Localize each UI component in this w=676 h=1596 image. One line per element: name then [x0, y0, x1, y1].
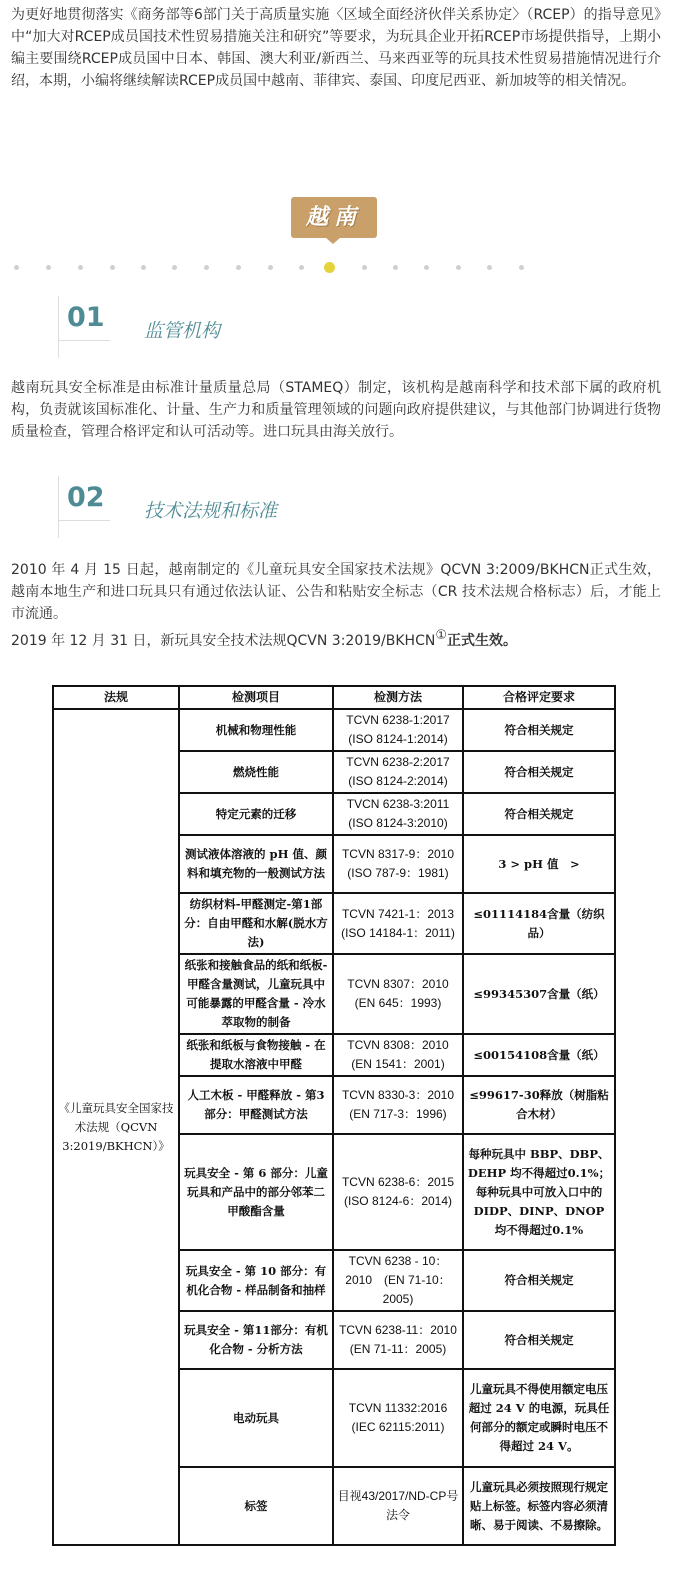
test-method-cell: TCVN 6238-2:2017 (ISO 8124-2:2014) [333, 751, 463, 793]
country-banner [291, 197, 377, 238]
table-row [53, 709, 615, 751]
regulations-text-1: 2010 年 4 月 15 日起，越南制定的《儿童玩具安全国家技术法规》QCVN 3:2009/BKHCN正式生效，越南本地生产和进口玩具只有通过依法认证、公告和粘贴安全标志（CR 技术法规合格标志）后，才能上市流通。 [11, 562, 661, 622]
test-item-cell: 机械和物理性能 [179, 709, 333, 751]
test-method-cell: TCVN 6238 - 10：2010 (EN 71-10：2005) [333, 1250, 463, 1311]
test-item-cell: 玩具安全 - 第11部分：有机化合物 - 分析方法 [179, 1311, 333, 1369]
banner-pointer [325, 237, 341, 244]
header-regulation: 法规 [53, 686, 179, 709]
carousel-dot [78, 265, 83, 270]
regulator-paragraph: 越南玩具安全标准是由标准计量质量总局（STAMEQ）制定，该机构是越南科学和技术部下属的政府机构，负责就该国标准化、计量、生产力和质量管理领域的问题向政府提供建议，与其他部门协调进行货物质量检查，管理合格评定和认可活动等。进口玩具由海关放行。 [11, 380, 661, 440]
regulations-text-3: 正式生效。 [447, 633, 517, 649]
carousel-dot-active [324, 262, 335, 273]
test-method-cell: TCVN 8307：2010 (EN 645：1993) [333, 954, 463, 1034]
test-method-cell: TCVN 6238-6：2015 (ISO 8124-6：2014) [333, 1134, 463, 1250]
requirement-cell: ≤01114184含量（纺织品） [463, 893, 615, 954]
carousel-dot [14, 265, 19, 270]
test-item-cell: 纸张和纸板与食物接触 - 在提取水溶液中甲醛 [179, 1034, 333, 1076]
footnote-marker: ① [435, 628, 447, 643]
requirement-cell: ≤00154108含量（纸） [463, 1034, 615, 1076]
requirement-cell: ≤99345307含量（纸） [463, 954, 615, 1034]
table-header-row [53, 686, 615, 709]
carousel-dot [172, 265, 177, 270]
requirement-cell: 儿童玩具不得使用额定电压超过 24 V 的电源，玩具任何部分的额定或瞬时电压不得超过 24 V。 [463, 1369, 615, 1467]
test-item-cell: 电动玩具 [179, 1369, 333, 1467]
test-item-cell: 纸张和接触食品的纸和纸板-甲醛含量测试，儿童玩具中可能暴露的甲醛含量 - 冷水萃取物的制备 [179, 954, 333, 1034]
carousel-dot [236, 265, 241, 270]
carousel-dot [456, 265, 461, 270]
test-item-cell: 燃烧性能 [179, 751, 333, 793]
country-banner-label: 越南 [305, 205, 362, 230]
requirement-cell: 符合相关规定 [463, 793, 615, 835]
test-method-cell: TVCN 6238-3:2011 (ISO 8124-3:2010) [333, 793, 463, 835]
test-item-cell: 标签 [179, 1467, 333, 1545]
header-test-item: 检测项目 [179, 686, 333, 709]
carousel-dot [362, 265, 367, 270]
test-method-cell: TCVN 8308：2010 (EN 1541：2001) [333, 1034, 463, 1076]
test-method-cell: TCVN 6238-1:2017 (ISO 8124-1:2014) [333, 709, 463, 751]
carousel-dot [424, 265, 429, 270]
test-method-cell: TCVN 11332:2016 (IEC 62115:2011) [333, 1369, 463, 1467]
section-number: 02 [67, 482, 105, 513]
section-divider-vertical [58, 296, 59, 358]
section-title: 技术法规和标准 [144, 500, 278, 522]
requirement-cell: 符合相关规定 [463, 1250, 615, 1311]
test-item-cell: 玩具安全 - 第 6 部分：儿童玩具和产品中的部分邻苯二甲酸酯含量 [179, 1134, 333, 1250]
section-divider-vertical [58, 476, 59, 538]
carousel-dot [393, 265, 398, 270]
test-method-cell: TCVN 7421-1：2013 (ISO 14184-1：2011) [333, 893, 463, 954]
section-number: 01 [67, 302, 105, 333]
test-method-cell: TCVN 8330-3：2010 (EN 717-3：1996) [333, 1076, 463, 1134]
section-title: 监管机构 [144, 320, 221, 342]
test-method-cell: TCVN 6238-11：2010 (EN 71-11：2005) [333, 1311, 463, 1369]
carousel-dots [0, 262, 676, 272]
carousel-dot [46, 265, 51, 270]
header-test-method: 检测方法 [333, 686, 463, 709]
requirement-cell: 符合相关规定 [463, 1311, 615, 1369]
carousel-dot [141, 265, 146, 270]
requirement-cell: 3 > pH 值 > [463, 835, 615, 893]
test-item-cell: 纺织材料-甲醛测定-第1部分：自由甲醛和水解(脱水方法) [179, 893, 333, 954]
section-heading-regulator [58, 296, 458, 358]
carousel-dot [110, 265, 115, 270]
intro-paragraph: 为更好地贯彻落实《商务部等6部门关于高质量实施〈区域全面经济伙伴关系协定〉（RCEP）的指导意见》中“加大对RCEP成员国技术性贸易措施关注和研究”等要求，为玩具企业开拓RCEP市场提供指导，上期小编主要围绕RCEP成员国中日本、韩国、澳大利亚/新西兰、马来西亚等的玩具技术性贸易措施情况进行介绍，本期，小编将继续解读RCEP成员国中越南、菲律宾、泰国、印度尼西亚、新加坡等的相关情况。 [11, 7, 661, 89]
section-divider-horizontal [58, 340, 110, 341]
requirement-cell: 符合相关规定 [463, 751, 615, 793]
requirement-cell: 儿童玩具必须按照现行规定贴上标签。标签内容必须清晰、易于阅读、不易擦除。 [463, 1467, 615, 1545]
test-item-cell: 特定元素的迁移 [179, 793, 333, 835]
carousel-dot [519, 265, 524, 270]
carousel-dot [299, 265, 304, 270]
regulations-paragraph [11, 559, 661, 652]
header-requirement: 合格评定要求 [463, 686, 615, 709]
test-item-cell: 测试液体溶液的 pH 值、颜料和填充物的一般测试方法 [179, 835, 333, 893]
regulation-cell: 《儿童玩具安全国家技术法规（QCVN 3:2019/BKHCN）》 [53, 709, 179, 1545]
regulations-text-2: 2019 年 12 月 31 日，新玩具安全技术法规QCVN 3:2019/BKHCN [11, 633, 436, 649]
section-divider-horizontal [58, 520, 110, 521]
carousel-dot [268, 265, 273, 270]
requirement-cell: 每种玩具中 BBP、DBP、DEHP 均不得超过0.1%；每种玩具中可放入口中的 DIDP、DINP、DNOP 均不得超过0.1% [463, 1134, 615, 1250]
standards-table [52, 685, 616, 1546]
carousel-dot [487, 265, 492, 270]
test-method-cell: 目视43/2017/ND-CP号法令 [333, 1467, 463, 1545]
requirement-cell: 符合相关规定 [463, 709, 615, 751]
test-item-cell: 玩具安全 - 第 10 部分：有机化合物 - 样品制备和抽样 [179, 1250, 333, 1311]
test-method-cell: TCVN 8317-9：2010 (ISO 787-9：1981) [333, 835, 463, 893]
requirement-cell: ≤99617-30释放（树脂粘合木材） [463, 1076, 615, 1134]
section-heading-regulations [58, 476, 458, 538]
carousel-dot [204, 265, 209, 270]
test-item-cell: 人工木板 - 甲醛释放 - 第3部分：甲醛测试方法 [179, 1076, 333, 1134]
